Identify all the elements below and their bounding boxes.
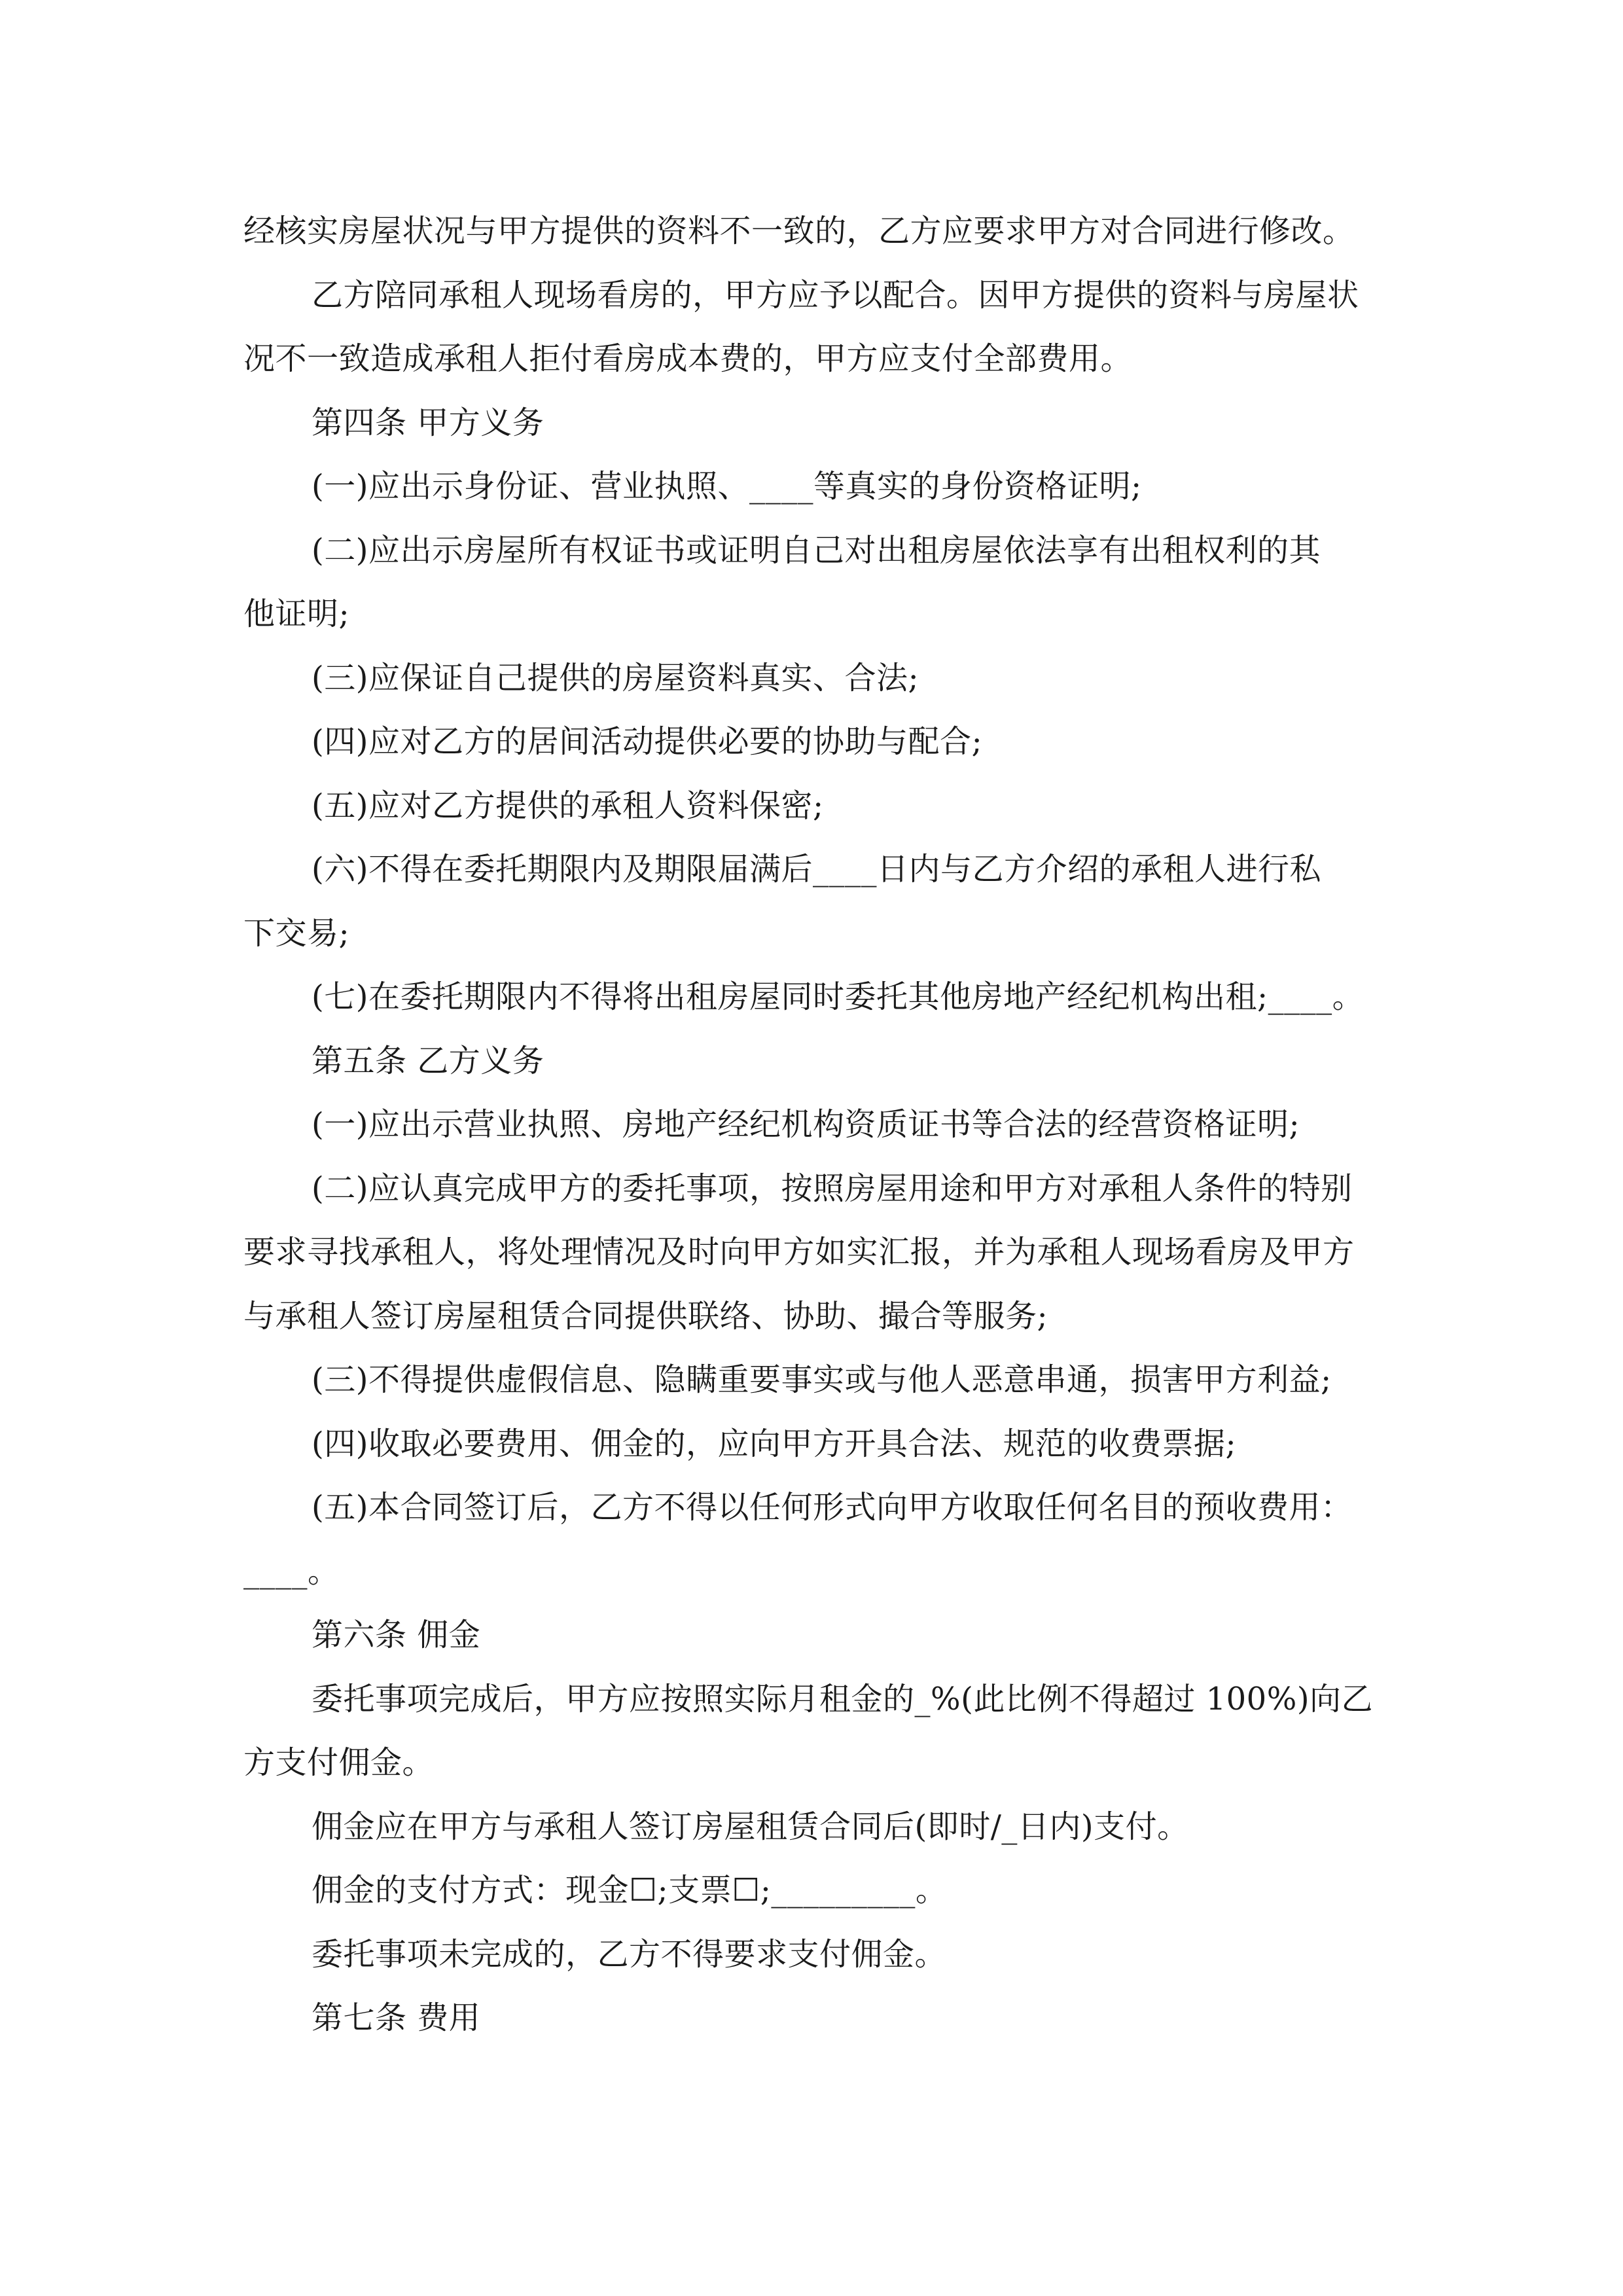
paragraph-line: 佣金的支付方式：现金☐;支票☐;_________。 — [312, 1872, 948, 1909]
paragraph-line: 第六条 佣金 — [312, 1617, 481, 1653]
paragraph-line: 第五条 乙方义务 — [312, 1042, 544, 1079]
paragraph-line: 下交易; — [243, 914, 350, 952]
paragraph-line: 他证明; — [243, 596, 350, 632]
paragraph-line: (三)不得提供虚假信息、隐瞒重要事实或与他人恶意串通，损害甲方利益; — [312, 1361, 1332, 1398]
paragraph-line: (三)应保证自己提供的房屋资料真实、合法; — [312, 659, 919, 696]
paragraph-line: 与承租人签订房屋租赁合同提供联络、协助、撮合等服务; — [243, 1297, 1048, 1335]
paragraph-line: 佣金应在甲方与承租人签订房屋租赁合同后(即时/_日内)支付。 — [312, 1808, 1189, 1845]
paragraph-line: 乙方陪同承租人现场看房的，甲方应予以配合。因甲方提供的资料与房屋状 — [312, 276, 1359, 314]
paragraph-line: (二)应认真完成甲方的委托事项，按照房屋用途和甲方对承租人条件的特别 — [312, 1170, 1353, 1207]
paragraph-line: (二)应出示房屋所有权证书或证明自己对出租房屋依法享有出租权利的其 — [312, 531, 1321, 569]
paragraph-line: 方支付佣金。 — [243, 1744, 435, 1781]
paragraph-line: 第七条 费用 — [312, 2000, 481, 2036]
paragraph-line: (一)应出示身份证、营业执照、____等真实的身份资格证明; — [312, 468, 1142, 505]
paragraph-line: 委托事项未完成的，乙方不得要求支付佣金。 — [312, 1935, 947, 1973]
paragraph-line: 第四条 甲方义务 — [312, 404, 544, 441]
document-body — [243, 200, 1408, 2051]
paragraph-line: 委托事项完成后，甲方应按照实际月租金的_%(此比例不得超过 100%)向乙 — [312, 1680, 1374, 1717]
paragraph-line: (五)本合同签订后，乙方不得以任何形式向甲方收取任何名目的预收费用： — [312, 1489, 1353, 1526]
paragraph-line: (一)应出示营业执照、房地产经纪机构资质证书等合法的经营资格证明; — [312, 1106, 1300, 1143]
paragraph-line: 要求寻找承租人，将处理情况及时向甲方如实汇报，并为承租人现场看房及甲方 — [243, 1234, 1355, 1270]
paragraph-line: (四)应对乙方的居间活动提供必要的协助与配合; — [312, 723, 983, 760]
paragraph-line: (七)在委托期限内不得将出租房屋同时委托其他房地产经纪机构出租;____。 — [312, 978, 1364, 1015]
paragraph-line: 经核实房屋状况与甲方提供的资料不一致的，乙方应要求甲方对合同进行修改。 — [243, 213, 1355, 249]
paragraph-line: (五)应对乙方提供的承租人资料保密; — [312, 787, 824, 824]
paragraph-line: ____。 — [243, 1552, 340, 1590]
paragraph-line: (六)不得在委托期限内及期限届满后____日内与乙方介绍的承租人进行私 — [312, 851, 1321, 888]
paragraph-line: 况不一致造成承租人拒付看房成本费的，甲方应支付全部费用。 — [243, 340, 1133, 377]
paragraph-line: (四)收取必要费用、佣金的，应向甲方开具合法、规范的收费票据; — [312, 1425, 1237, 1462]
